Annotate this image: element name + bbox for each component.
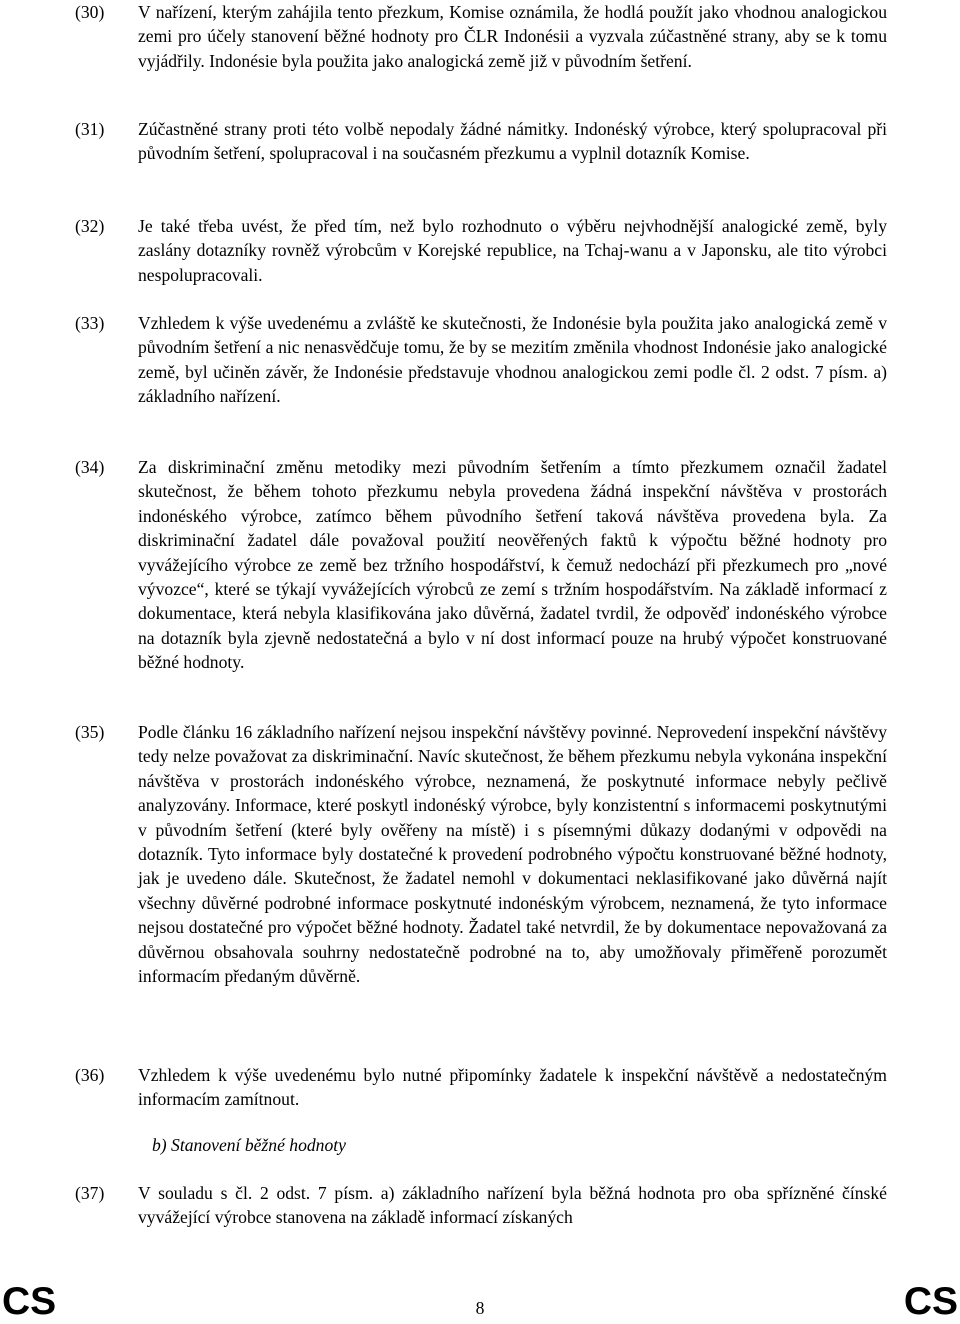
paragraph-text: Zúčastněné strany proti této volbě nepodaly žádné námitky. Indonéský výrobce, který spolupracoval při původním šetření, spolupracoval i na současném přezkumu a vyplnil dotazník Komise. — [138, 119, 887, 164]
paragraph-text: Vzhledem k výše uvedenému a zvláště ke skutečnosti, že Indonésie byla použita jako analogická země v původním šetření a nic nenasvědčuje tomu, že by se mezitím změnila vhodnost Indonésie jako analogické země, byl učiněn závěr, že Indonésie představuje vhodnou analogickou zemi podle čl. 2 odst. 7 písm. a) základního nařízení. — [138, 313, 887, 407]
paragraph-number: (34) — [75, 457, 105, 477]
paragraph-32 — [75, 214, 887, 287]
paragraph-35 — [75, 720, 887, 988]
section-subheading: b) Stanovení běžné hodnoty — [152, 1135, 346, 1155]
paragraph-text: Za diskriminační změnu metodiky mezi původním šetřením a tímto přezkumem označil žadatel skutečnost, že během tohoto přezkumu nebyla provedena žádná inspekční návštěva v prostorách indonéského výrobce, zatímco během původního šetření taková návštěva provedena byla. Za diskriminační žadatel dále považoval použití neověřených faktů k výpočtu běžné hodnoty pro vyvážejícího výrobce ze země bez tržního hospodářství, k čemuž nedochází při přezkumech pro „nové vývozce“, které se týkají vyvážejících výrobců ze zemí s tržním hospodářstvím. Na základě informací z dokumentace, která nebyla klasifikována jako důvěrná, žadatel tvrdil, že odpověď indonéského výrobce na dotazník byla zjevně nedostatečná a bylo v ní dost informací pouze na hrubý výpočet konstruované běžné hodnoty. — [138, 457, 887, 673]
page-number: 8 — [475, 1298, 485, 1318]
paragraph-30 — [75, 0, 887, 73]
paragraph-number: (35) — [75, 722, 105, 742]
paragraph-34 — [75, 455, 887, 675]
paragraph-text: Vzhledem k výše uvedenému bylo nutné připomínky žadatele k inspekční návštěvě a nedostatečným informacím zamítnout. — [138, 1065, 887, 1110]
paragraph-31 — [75, 117, 887, 166]
paragraph-33 — [75, 311, 887, 409]
footer-language-code-left: CS — [2, 1280, 57, 1323]
paragraph-37 — [75, 1181, 887, 1230]
paragraph-text: V souladu s čl. 2 odst. 7 písm. a) základního nařízení byla běžná hodnota pro oba spřízněné čínské vyvážející výrobce stanovena na základě informací získaných — [138, 1183, 887, 1228]
paragraph-number: (30) — [75, 2, 105, 22]
paragraph-text: V nařízení, kterým zahájila tento přezkum, Komise oznámila, že hodlá použít jako vhodnou analogickou zemi pro účely stanovení běžné hodnoty pro ČLR Indonésii a vyzvala zúčastněné strany, aby se k tomu vyjádřily. Indonésie byla použita jako analogická země již v původním šetření. — [138, 2, 887, 71]
footer-language-code-right: CS — [903, 1280, 958, 1323]
paragraph-text: Podle článku 16 základního nařízení nejsou inspekční návštěvy povinné. Neprovedení inspekční návštěvy tedy nelze považovat za diskriminační. Navíc skutečnost, že během přezkumu nebyla vykonána inspekční návštěva v prostorách indonéského výrobce, neznamená, že poskytnuté informace nebyly pečlivě analyzovány. Informace, které poskytl indonéský výrobce, byly konzistentní s informacemi poskytnutými v původním šetření (které byly ověřeny na místě) i s písemnými důkazy dodanými v odpovědi na dotazník. Tyto informace byly dostatečné k provedení podrobného výpočtu konstruované běžné hodnoty, jak je uvedeno dále. Skutečnost, že žadatel nemohl v dokumentaci neklasifikované jako důvěrná najít všechny důvěrné podrobné informace poskytnuté indonéským výrobcem, neznamená, že tyto informace nejsou dostatečné pro výpočet běžné hodnoty. Žadatel také netvrdil, že by dokumentace nepovažovaná za důvěrnou obsahovala souhrny nedostatečně podrobné na to, aby umožňovaly přiměřeně porozumět informacím předaným důvěrně. — [138, 722, 887, 987]
paragraph-text: Je také třeba uvést, že před tím, než bylo rozhodnuto o výběru nejvhodnější analogické země, byly zaslány dotazníky rovněž výrobcům v Korejské republice, na Tchaj-wanu a v Japonsku, ale tito výrobci nespolupracovali. — [138, 216, 887, 285]
paragraph-number: (31) — [75, 119, 105, 139]
paragraph-36 — [75, 1063, 887, 1112]
paragraph-number: (32) — [75, 216, 105, 236]
paragraph-number: (33) — [75, 313, 105, 333]
paragraph-number: (37) — [75, 1183, 105, 1203]
paragraph-number: (36) — [75, 1065, 105, 1085]
